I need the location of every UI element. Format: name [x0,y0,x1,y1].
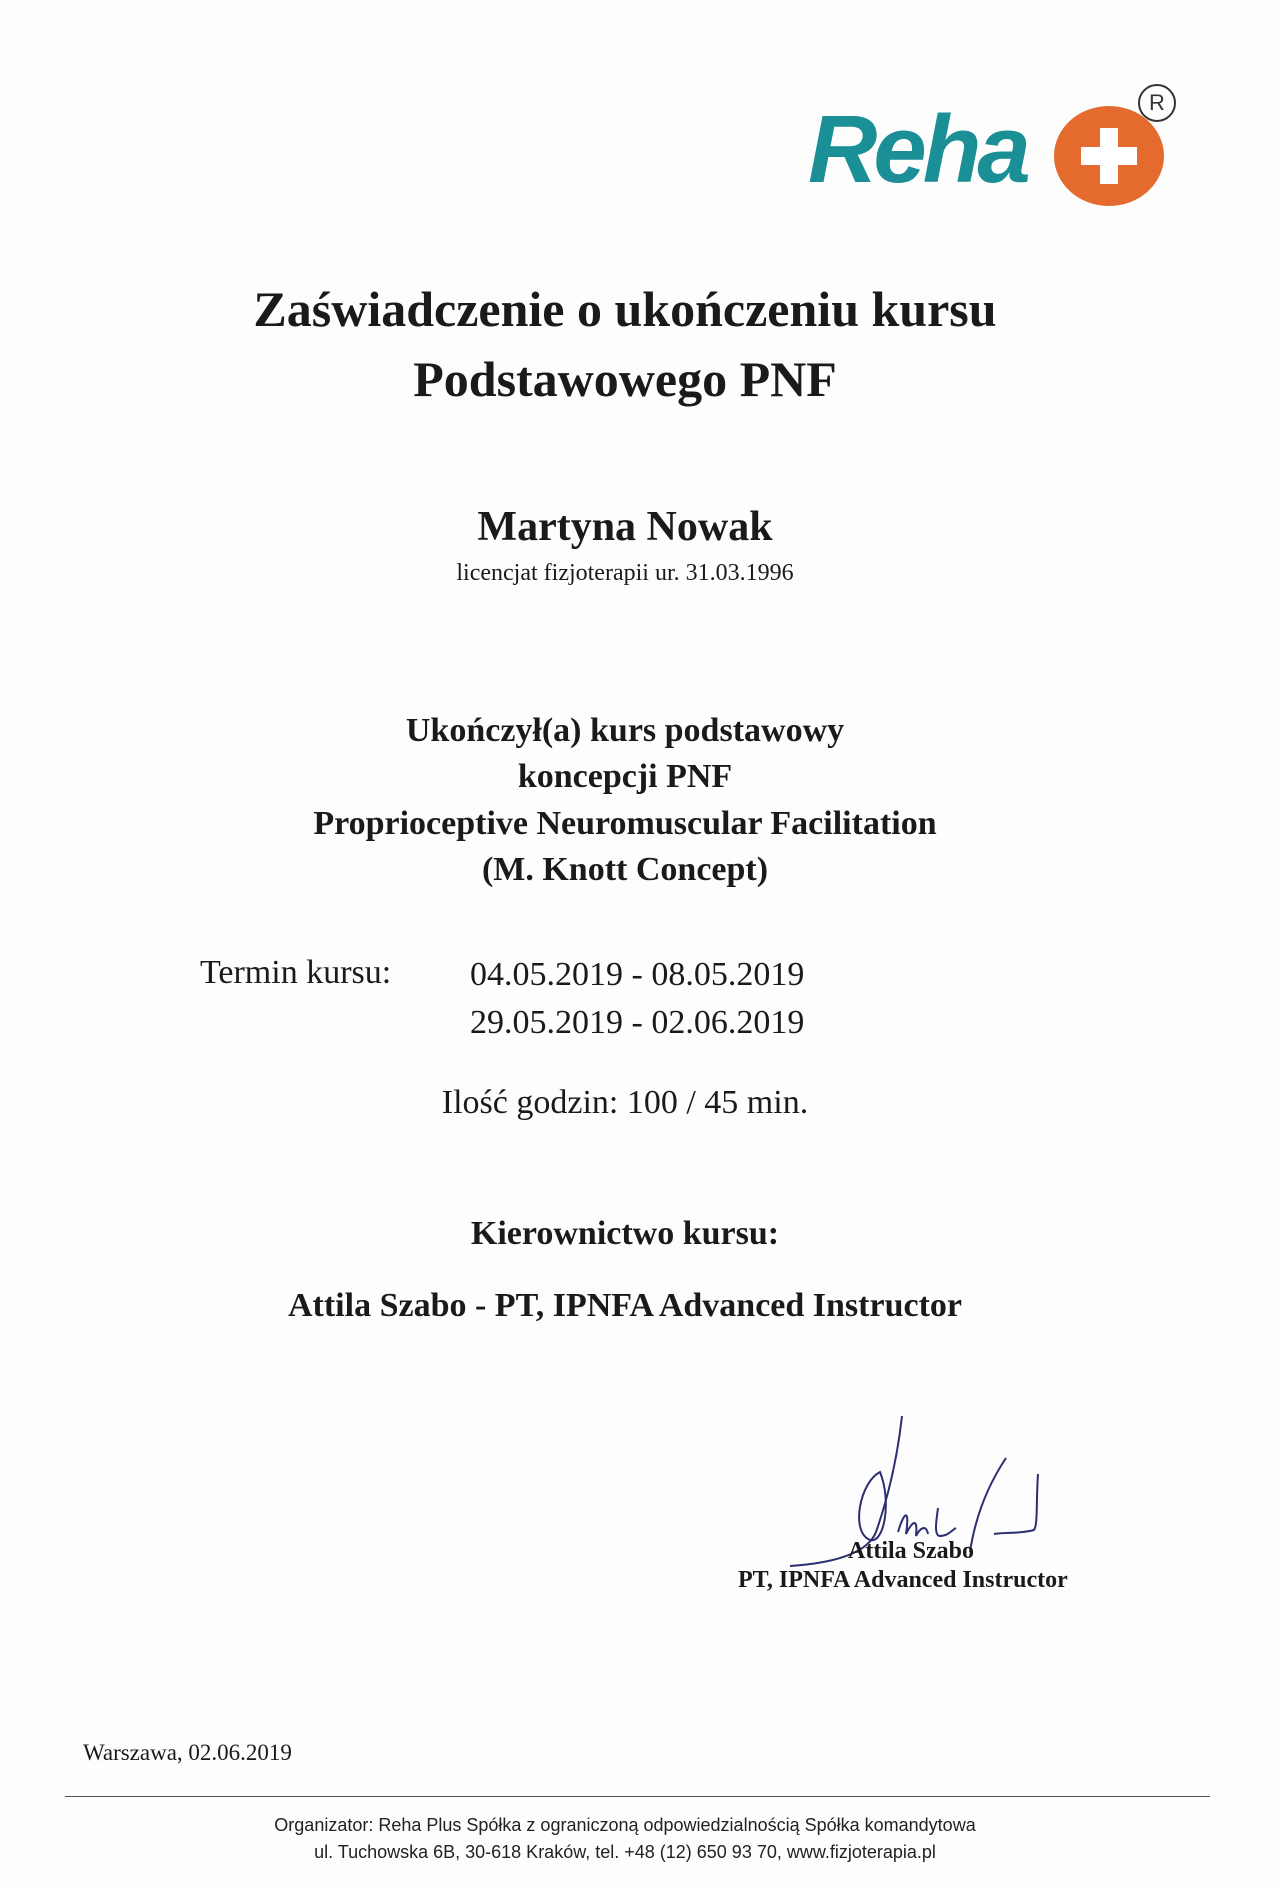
certificate-subtitle: Podstawowego PNF [413,351,837,407]
place-and-date: Warszawa, 02.06.2019 [83,1740,292,1765]
course-line-4: (M. Knott Concept) [481,851,769,888]
course-line-2: koncepcji PNF [517,758,733,795]
plus-icon [1054,106,1164,206]
certificate-title: Zaświadczenie o ukończeniu kursu [253,281,997,337]
footer-address: ul. Tuchowska 6B, 30-618 Kraków, tel. +48 (12) 650 93 70, www.fizjoterapia.pl [314,1842,936,1862]
signatory-title: PT, IPNFA Advanced Instructor [738,1567,1068,1593]
course-date-range-2: 29.05.2019 - 02.06.2019 [470,1004,805,1041]
leadership-heading: Kierownictwo kursu: [470,1215,780,1252]
logo-text: Reha [808,96,1027,203]
leadership-name: Attila Szabo - PT, IPNFA Advanced Instructor [287,1287,962,1324]
course-dates-label: Termin kursu: [200,954,392,991]
registered-mark-icon: R [1138,84,1176,122]
course-line-1: Ukończył(a) kurs podstawowy [405,712,845,749]
course-hours: Ilość godzin: 100 / 45 min. [441,1084,809,1121]
participant-name: Martyna Nowak [477,504,773,550]
participant-details: licencjat fizjoterapii ur. 31.03.1996 [456,560,794,586]
reha-plus-logo [808,78,1188,208]
course-line-3: Proprioceptive Neuromuscular Facilitation [313,805,937,842]
signatory-name: Attila Szabo [848,1538,974,1564]
course-date-range-1: 04.05.2019 - 08.05.2019 [470,956,805,993]
footer-organizer: Organizator: Reha Plus Spółka z ograniczoną odpowiedzialnością Spółka komandytowa [274,1815,976,1835]
footer-divider [65,1796,1210,1797]
